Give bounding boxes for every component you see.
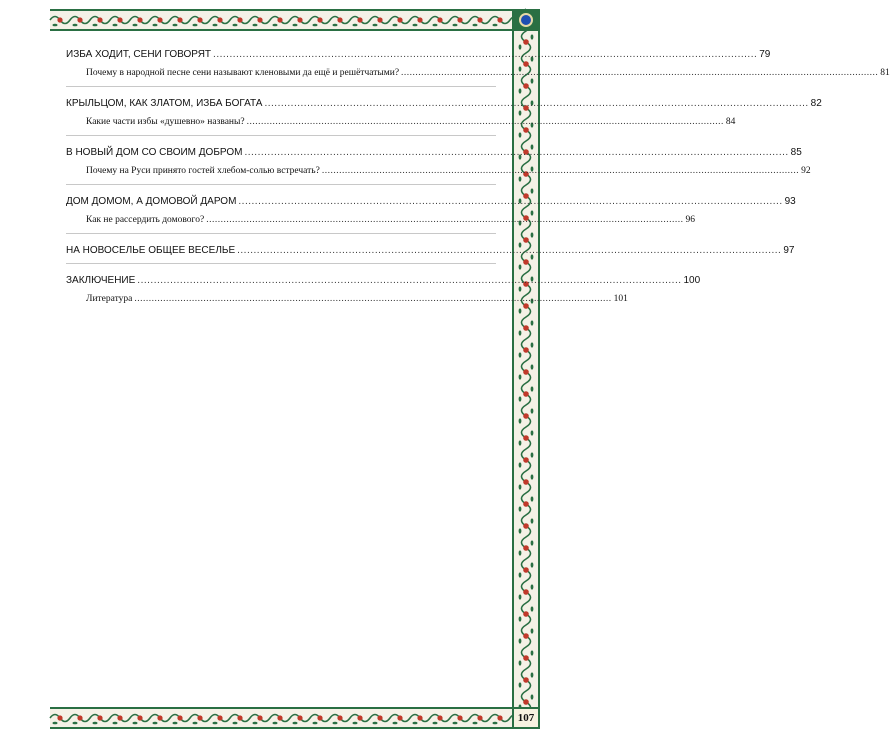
chapter-title: В НОВЫЙ ДОМ СО СВОИМ ДОБРОМ xyxy=(66,147,243,158)
toc-chapter[interactable] xyxy=(66,97,822,110)
chapter-title: ДОМ ДОМОМ, А ДОМОВОЙ ДАРОМ xyxy=(66,196,237,207)
toc-section-1 xyxy=(66,48,890,87)
toc-section-3 xyxy=(66,146,811,185)
toc-subentry[interactable] xyxy=(66,214,695,227)
dot-leader: ...................................................................................................................................................................... xyxy=(244,147,789,158)
bottom-ornament-border xyxy=(50,707,512,729)
right-ornament-border xyxy=(512,9,540,707)
dot-leader: ...................................................................................................................................................................... xyxy=(134,294,612,304)
chapter-page: 79 xyxy=(759,49,771,60)
chapter-title: ЗАКЛЮЧЕНИЕ xyxy=(66,275,136,286)
toc-chapter[interactable] xyxy=(66,274,701,287)
toc-section-6 xyxy=(66,274,701,306)
subentry-title: Как не рассердить домового? xyxy=(86,215,205,225)
dot-leader: ...................................................................................................................................................................... xyxy=(137,275,682,286)
toc-section-5 xyxy=(66,244,795,264)
subentry-page: 92 xyxy=(801,166,811,176)
dot-leader: ...................................................................................................................................................................... xyxy=(237,245,782,256)
subentry-title: Литература xyxy=(86,294,133,304)
toc-subentry[interactable] xyxy=(66,165,811,178)
toc-subentry[interactable] xyxy=(66,67,890,80)
dot-leader: ...................................................................................................................................................................... xyxy=(238,196,783,207)
subentry-page: 101 xyxy=(613,294,628,304)
toc-chapter[interactable] xyxy=(66,244,795,257)
toc-chapter[interactable] xyxy=(66,146,802,159)
subentry-page: 84 xyxy=(725,117,736,127)
dot-leader: ...................................................................................................................................................................... xyxy=(264,98,809,109)
chapter-title: КРЫЛЬЦОМ, КАК ЗЛАТОМ, ИЗБА БОГАТА xyxy=(66,98,263,109)
toc-subentry[interactable] xyxy=(66,293,628,306)
chapter-page: 85 xyxy=(790,147,802,158)
dot-leader: ...................................................................................................................................................................... xyxy=(206,215,684,225)
subentry-title: Почему на Руси принято гостей хлебом-солью встречать? xyxy=(86,166,320,176)
subentry-title: Почему в народной песне сени называют кленовыми да ещё и решётчатыми? xyxy=(86,68,400,78)
page-number: 107 xyxy=(512,707,540,729)
dot-leader: ...................................................................................................................................................................... xyxy=(321,166,800,176)
dot-leader: ...................................................................................................................................................................... xyxy=(401,68,879,78)
toc-chapter[interactable] xyxy=(66,195,796,208)
chapter-page: 82 xyxy=(810,98,822,109)
chapter-title: НА НОВОСЕЛЬЕ ОБЩЕЕ ВЕСЕЛЬЕ xyxy=(66,245,236,256)
chapter-page: 93 xyxy=(784,196,796,207)
chapter-page: 100 xyxy=(683,275,701,286)
chapter-title: ИЗБА ХОДИТ, СЕНИ ГОВОРЯТ xyxy=(66,49,212,60)
table-of-contents xyxy=(66,48,890,314)
toc-chapter[interactable] xyxy=(66,48,771,61)
dot-leader: ...................................................................................................................................................................... xyxy=(246,117,724,127)
toc-section-2 xyxy=(66,97,822,136)
dot-leader: ...................................................................................................................................................................... xyxy=(213,49,758,60)
chapter-page: 97 xyxy=(783,245,795,256)
toc-section-4 xyxy=(66,195,796,234)
subentry-page: 96 xyxy=(685,215,695,225)
top-ornament-border xyxy=(50,9,512,31)
subentry-page: 81 xyxy=(880,68,890,78)
ornamental-medallion-icon xyxy=(512,9,540,31)
subentry-title: Какие части избы «душевно» названы? xyxy=(86,117,245,127)
toc-subentry[interactable] xyxy=(66,116,736,129)
